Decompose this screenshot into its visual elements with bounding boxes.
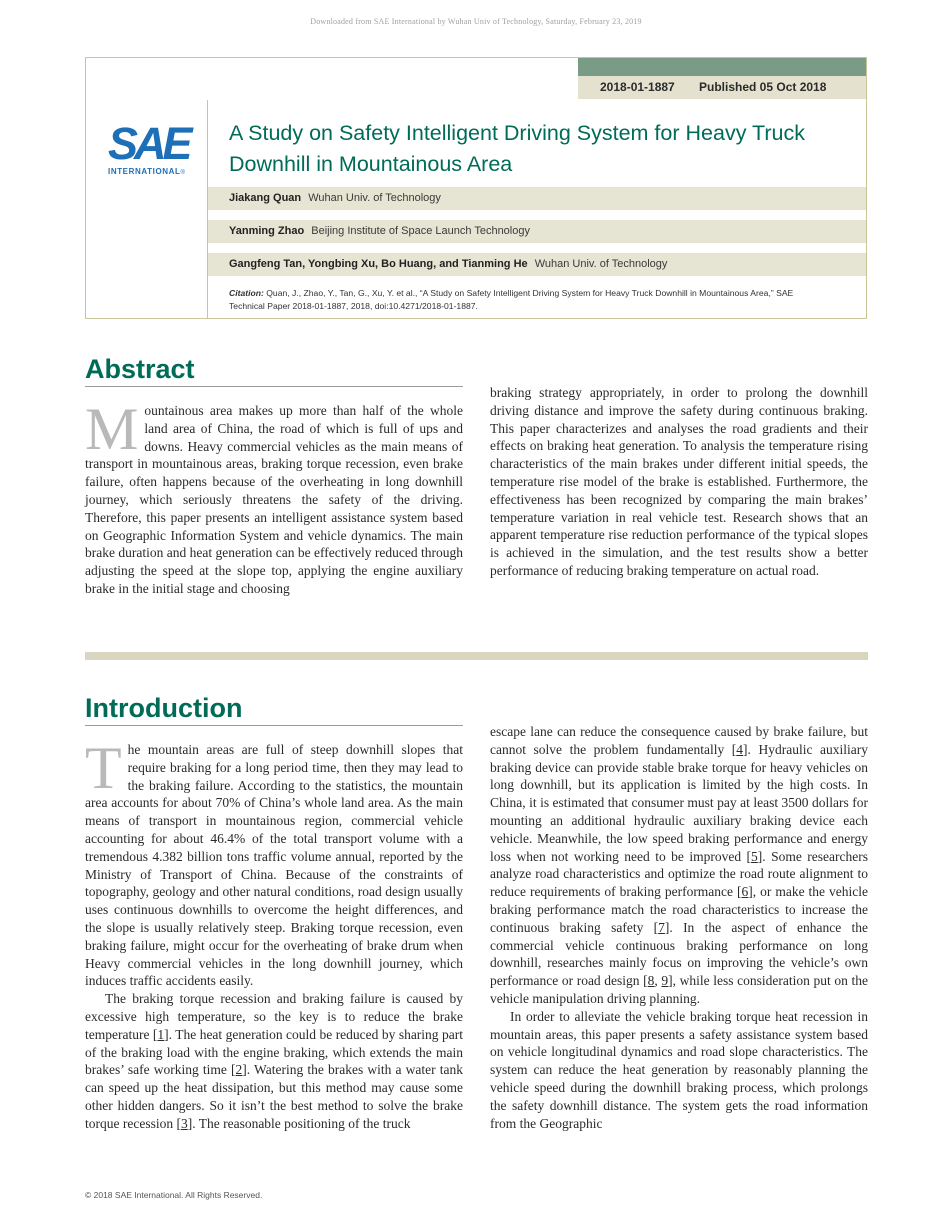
- download-note: Downloaded from SAE International by Wuhan Univ of Technology, Saturday, February 23, 2019: [310, 17, 642, 26]
- citation-link[interactable]: 2: [235, 1062, 243, 1078]
- intro-paragraph: escape lane can reduce the consequence caused by brake failure, but cannot solve the problem fundamentally [4]. Hydraulic auxiliary braking device can provide stable brake torque for heavy vehicles on long downhill, but its application is limited by the high costs. In China, it is estimated that consumer must pay at least 3500 dollars for mounting an additional hydraulic auxiliary braking device each vehicle. Meanwhile, the low speed braking performance and energy loss when not working need to be improved [5]. Some researchers analyze road characteristics and optimize the road route alignment to reduce requirements of braking performance [6], or make the vehicle braking performance match the road characteristics to increase the continuous braking safety [7]. In the aspect of enhance the commercial vehicle continuous braking performance on long downhill, researches mainly focus on improving the vehicle’s own performance or road design [8, 9], while less consideration put on the vehicle manipulation driving planning.: [490, 724, 869, 1006]
- citation-link[interactable]: 7: [658, 919, 665, 935]
- author-affiliation: Wuhan Univ. of Technology: [534, 258, 668, 270]
- author-row: [208, 253, 866, 276]
- sae-logo-text: SAE: [108, 118, 189, 169]
- author-affiliation: Wuhan Univ. of Technology: [308, 192, 441, 204]
- citation-link[interactable]: 6: [741, 884, 749, 900]
- paper-header: [85, 57, 867, 319]
- intro-paragraph: In order to alleviate the vehicle braking torque heat recession in mountain areas, this paper presents a safety assistance system based on vehicle longitudinal dynamics and road slope characteristics. The system can reduce the heat generation by reasonably planning the vehicle speed during the downhill braking process, which prolongs the safety downhill distance. The system gets the road information from the Geographic: [490, 1008, 868, 1131]
- citation: [229, 287, 829, 312]
- citation-text: Quan, J., Zhao, Y., Tan, G., Xu, Y. et al., “A Study on Safety Intelligent Driving System for Heavy Truck Downhill in Mountainous Area,” SAE Technical Paper 2018-01-1887, 2018, doi:10.4271/2018-01-1887.: [229, 288, 794, 311]
- logo-column: [86, 100, 208, 319]
- abstract-text-left: ountainous area makes up more than half of the whole land area of China, the road of which is full of ups and downs. Heavy commercial vehicles as the main means of transport in mountainous areas, braking torque recession, even brake failure, often happens because of the overheating in long downhill journey, which seriously threatens the safety of the driving. Therefore, this paper presents an intelligent assistance system based on Geographic Information System and vehicle dynamics. The main brake duration and heat generation can be effectively reduced through adjusting the speed at the slope top, applying the engine auxiliary brake in the initial stage and choosing: [85, 403, 463, 596]
- citation-link[interactable]: 3: [180, 1115, 188, 1131]
- citation-link[interactable]: 8: [647, 973, 655, 989]
- section-divider: [85, 652, 868, 660]
- author-row: [208, 187, 866, 210]
- abstract-text-right: braking strategy appropriately, in order to prolong the downhill driving distance and improve the safety during continuous braking. This paper characterizes and analyses the road gradients and their effects on braking heat generation. To analysis the temperature rising characteristics of the main brakes under different initial speeds, the temperature rise model of the brake is established. Furthermore, the effectiveness has been recognized by comparing the main brakes’ temperature variation in real vehicle test. Research shows that an apparent temperature rise reduction performance of the typical slopes is achieved in the simulation, and the test results show a better performance of reducing braking temperature on actual road.: [490, 385, 868, 578]
- abstract-dropcap: M: [85, 396, 139, 462]
- citation-link[interactable]: 4: [736, 741, 744, 757]
- author-row: [208, 220, 866, 243]
- header-accent-band: [578, 58, 866, 76]
- paper-title: A Study on Safety Intelligent Driving System for Heavy Truck Downhill in Mountainous Area: [229, 121, 805, 176]
- published-date: Published 05 Oct 2018: [699, 80, 827, 94]
- paper-number: 2018-01-1887: [600, 80, 675, 94]
- introduction-right-column: [490, 723, 868, 1132]
- introduction-heading: Introduction: [85, 693, 463, 726]
- author-name: Yanming Zhao: [229, 225, 305, 237]
- abstract-right-column: [490, 384, 868, 580]
- abstract-left-column: [85, 396, 463, 598]
- author-affiliation: Beijing Institute of Space Launch Technology: [311, 225, 530, 237]
- author-name: Jiakang Quan: [229, 192, 302, 204]
- introduction-dropcap: T: [85, 735, 122, 801]
- publication-info: [578, 76, 866, 99]
- sae-logo-subtext: INTERNATIONAL®: [108, 167, 186, 176]
- introduction-left-column: [85, 735, 463, 1133]
- citation-label: Citation:: [229, 288, 264, 298]
- copyright-footer: © 2018 SAE International. All Rights Reserved.: [85, 1190, 263, 1200]
- sae-logo: [108, 118, 194, 176]
- author-name: Gangfeng Tan, Yongbing Xu, Bo Huang, and Tianming He: [229, 258, 528, 270]
- citation-link[interactable]: 5: [751, 848, 758, 864]
- citation-link[interactable]: 9: [661, 973, 669, 989]
- abstract-heading: Abstract: [85, 354, 463, 387]
- intro-paragraph: he mountain areas are full of steep downhill slopes that require braking for a long period time, then they may lead to the braking failure. According to the statistics, the mountain area accounts for about 70% of China’s whole land area. As the main means of transport in mountainous region, commercial vehicle accounting for about 46.4% of the total transport volume with a tremendous 4.382 billion tons traffic volume annual, reported by the Ministry of Transport of China. Because of the constraints of topography, geology and other natural conditions, road design usually uses continuous downhills to overcome the height differences, and the slope is usually relatively steep. Braking torque recession, even braking failure, might occur for the overheating of brake drum when Heavy commercial vehicles in the long downhill journey, which induces traffic accidents easily.: [85, 742, 463, 989]
- citation-link[interactable]: 1: [157, 1026, 165, 1042]
- intro-paragraph: The braking torque recession and braking failure is caused by excessive high temperature, so the key is to reduce the brake temperature [1]. The heat generation could be reduced by sharing part of the braking load with the engine braking, which extends the main brakes’ safe working time [2]. Watering the brakes with a water tank can speed up the heat dissipation, but this method may cause some other hidden dangers. So it isn’t the best method to solve the brake torque recession [3]. The reasonable positioning of the truck: [85, 991, 463, 1131]
